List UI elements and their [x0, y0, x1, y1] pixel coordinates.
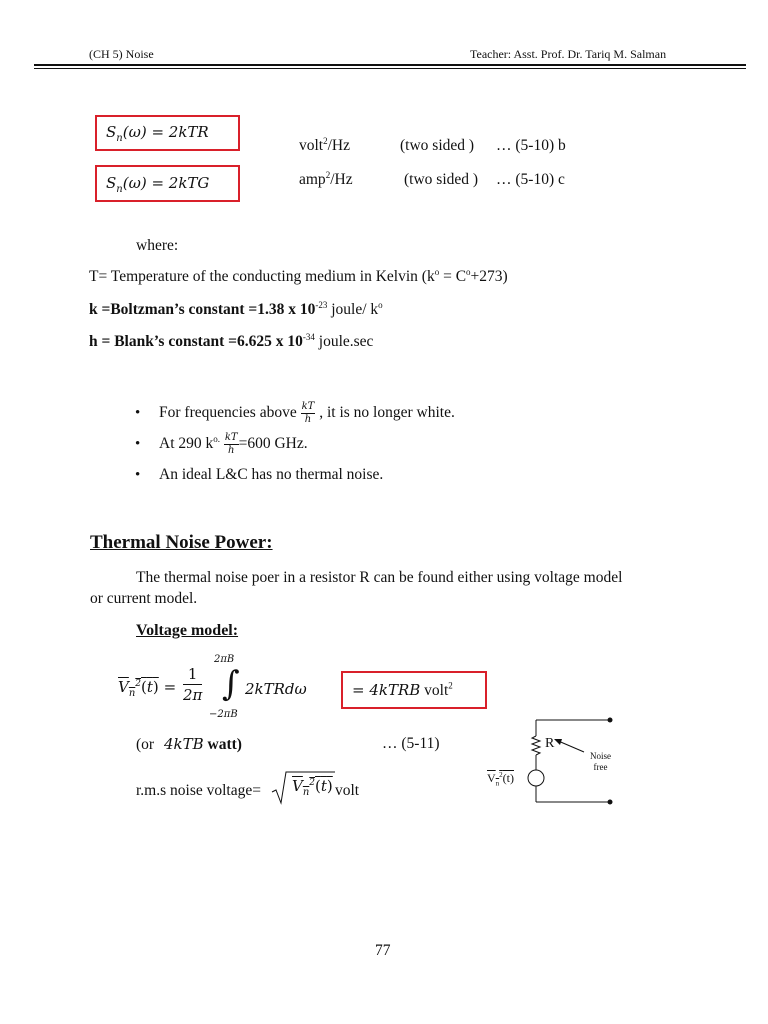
integral-sign: ∫ [222, 664, 240, 704]
noise-free-label: Noise free [590, 751, 611, 772]
list-item: • An ideal L&C has no thermal noise. [135, 462, 455, 493]
planck-definition: h = Blank’s constant =6.625 x $10^{-34}$ joule.sec [89, 331, 374, 350]
page-number: 77 [375, 942, 391, 959]
equation-5-11-ref: … (5-11) [382, 735, 440, 752]
noise-source-label: $V_n^2(t)$ [487, 771, 514, 788]
section-paragraph-line2: or current model. [90, 590, 198, 607]
equation-b-unit: volt$^2$/Hz [299, 135, 351, 154]
section-paragraph-line1: The thermal noise poer in a resistor R can be found either using voltage model [136, 569, 623, 586]
list-item: • At 290 $k^{o.}$ $\frac{kT}{h}$ =600 GHz. [135, 431, 455, 462]
notes-list [135, 400, 455, 493]
equation-b-note: (two sided ) [400, 137, 475, 154]
voltage-eq-lhs: $V_n^2(t)$ = [118, 678, 177, 699]
integral-upper-limit: 2πB [214, 654, 235, 665]
equation-c: $S_n(\omega) = 2kTG$ [106, 174, 210, 195]
equation-c-ref: … (5-10) c [496, 171, 565, 188]
rms-label: r.m.s noise voltage= [136, 782, 261, 799]
integral-lower-limit: −2πB [209, 709, 238, 720]
voltage-model-title: Voltage model: [136, 622, 239, 639]
header-rule-thick [34, 64, 746, 66]
where-label: where: [136, 237, 179, 254]
equation-c-unit: amp$^2$/Hz [299, 169, 353, 188]
kt-over-h-fraction: $\frac{kT}{h}$ [224, 431, 238, 456]
resistor-label: R [545, 736, 555, 751]
temperature-definition: T= Temperature of the conducting medium in Kelvin $(k^o = C^o+273)$ [89, 266, 508, 285]
header-chapter: (CH 5) Noise [89, 47, 154, 61]
kt-over-h-fraction: $\frac{kT}{h}$ [301, 400, 315, 425]
list-item: • For frequencies above $\frac{kT}{h}$ , it is no longer white. [135, 400, 455, 431]
equation-c-note: (two sided ) [404, 171, 479, 188]
boltzmann-definition: k =Boltzman’s constant =1.38 x $10^{-23}$ joule/ $k^o$ [89, 299, 383, 318]
rms-unit: volt [335, 782, 360, 799]
rms-radicand: $V_n^2(t)$ [292, 777, 333, 798]
header-rule-thin [34, 68, 746, 69]
voltage-eq-fraction: 1 2π [183, 665, 203, 704]
equation-b: $S_n(\omega) = 2kTR$ [106, 123, 209, 144]
section-title: Thermal Noise Power: [90, 532, 273, 553]
header-teacher: Teacher: Asst. Prof. Dr. Tariq M. Salman [470, 47, 667, 61]
equation-b-ref: … (5-10) b [496, 137, 566, 154]
result-expression: = 4kTRB volt$^2$ [352, 680, 453, 699]
integrand: 2kTRdω [245, 680, 307, 698]
watt-alternative: (or 4kTB watt) [136, 735, 242, 753]
